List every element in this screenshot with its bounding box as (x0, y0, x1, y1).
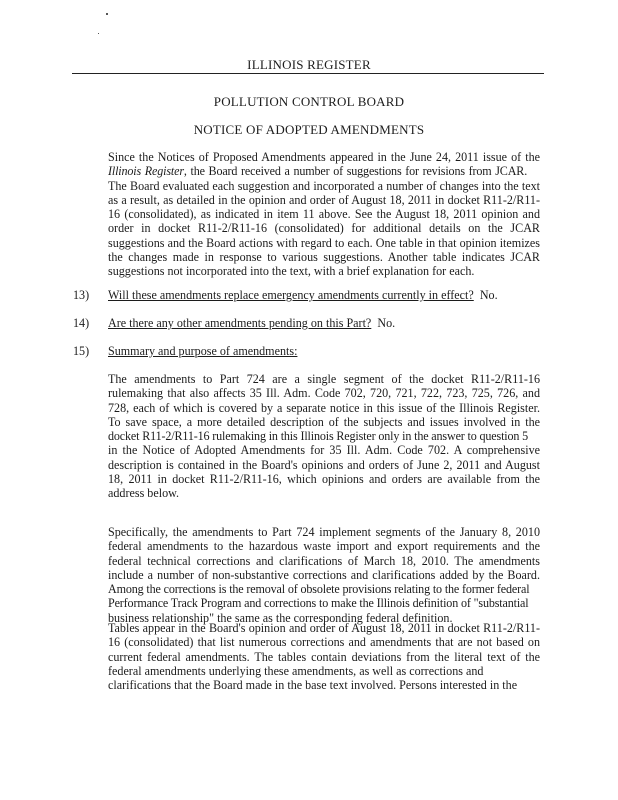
paragraph-line: federal amendments underlying these amendments, as well as corrections and (108, 663, 484, 678)
paragraph-line: suggestions not incorporated into the text, with a brief explanation for each. (108, 264, 475, 279)
item-answer: No. (377, 316, 396, 330)
paragraph-line: suggestions and the Board actions with regard to each. One table in that opinion itemizes (108, 235, 540, 250)
paragraph-line: business relationship" the same as the corresponding federal definition. (108, 610, 453, 625)
item-13-line (108, 288, 498, 303)
item-14-line (108, 316, 395, 331)
summary-paragraph-1 (108, 372, 540, 501)
item-question: Summary and purpose of amendments: (108, 344, 298, 358)
paragraph-line: the changes made in response to various suggestions. Another table indicates JCAR (108, 250, 540, 265)
intro-paragraph (108, 150, 540, 279)
notice-title: NOTICE OF ADOPTED AMENDMENTS (193, 122, 425, 137)
paragraph-line: in the Notice of Adopted Amendments for 35 Ill. Adm. Code 702. A comprehensive (108, 443, 540, 458)
paragraph-line: To save space, a more detailed description of the subjects and issues involved in the (108, 414, 540, 429)
paragraph-line: Performance Track Program and corrections to make the Illinois definition of "substantial (108, 596, 529, 611)
header-rule (72, 73, 544, 74)
paragraph-line: 16 (consolidated) that list numerous corrections and amendments that are not based on (108, 635, 540, 650)
agency-title: POLLUTION CONTROL BOARD (213, 94, 405, 109)
paragraph-line (108, 164, 540, 178)
paragraph-line: as a result, as detailed in the opinion and order of August 18, 2011 in docket R11-2/R11- (108, 192, 540, 207)
paragraph-line: include a number of non-substantive corrections and clarifications added by the Board. (108, 567, 540, 582)
paragraph-line: federal technical corrections and clarifications of March 18, 2010. The amendments (108, 553, 540, 568)
item-number: 15) (73, 344, 90, 358)
item-question: Will these amendments replace emergency amendments currently in effect? (108, 288, 474, 302)
paragraph-line: Among the corrections is the removal of obsolete provisions relating to the former federal (108, 582, 530, 597)
scan-speck (106, 13, 108, 15)
paragraph-line: Tables appear in the Board's opinion and order of August 18, 2011 in docket R11-2/R11- (108, 621, 540, 635)
paragraph-line: current federal amendments. The tables contain deviations from the literal text of the (108, 649, 540, 664)
paragraph-line: federal amendments to the hazardous waste import and export requirements and the (108, 539, 540, 554)
item-number: 13) (73, 288, 90, 302)
register-header: ILLINOIS REGISTER (247, 57, 371, 72)
paragraph-line: Since the Notices of Proposed Amendments appeared in the June 24, 2011 issue of the (108, 150, 540, 164)
paragraph-line: 16 (consolidated), as indicated in item 11 above. See the August 18, 2011 opinion and (108, 207, 540, 222)
paragraph-line: clarifications that the Board made in the base text involved. Persons interested in the (108, 678, 518, 693)
paragraph-line: 728, each of which is covered by a separate notice in this issue of the Illinois Register. (108, 400, 540, 415)
paragraph-line: rulemaking that also affects 35 Ill. Adm. Code 702, 720, 721, 722, 723, 725, 726, and (108, 386, 540, 401)
paragraph-line: order in docket R11-2/R11-16 (consolidated) for additional details on the JCAR (108, 221, 540, 236)
paragraph-line: docket R11-2/R11-16 rulemaking in this Illinois Register only in the answer to question 5 (108, 429, 529, 444)
item-answer: No. (479, 288, 498, 302)
summary-paragraph-3 (108, 621, 540, 692)
paragraph-line: address below. (108, 486, 180, 501)
illinois-register-italic: Illinois Register (108, 164, 184, 179)
item-number: 14) (73, 316, 90, 330)
paragraph-line: description is contained in the Board's opinions and orders of June 2, 2011 and August (108, 457, 540, 472)
scan-speck (98, 33, 99, 34)
paragraph-line: The amendments to Part 724 are a single segment of the docket R11-2/R11-16 (108, 372, 540, 386)
item-question: Are there any other amendments pending on this Part? (108, 316, 372, 330)
paragraph-line-rest: , the Board received a number of suggestions for revisions from JCAR. (183, 164, 528, 179)
item-15-line (108, 344, 297, 359)
paragraph-line: 18, 2011 in docket R11-2/R11-16, which opinions and orders are available from the (108, 472, 540, 487)
paragraph-line: The Board evaluated each suggestion and incorporated a number of changes into the text (108, 178, 540, 193)
paragraph-line: Specifically, the amendments to Part 724 implement segments of the January 8, 2010 (108, 525, 540, 539)
summary-paragraph-2 (108, 525, 540, 625)
